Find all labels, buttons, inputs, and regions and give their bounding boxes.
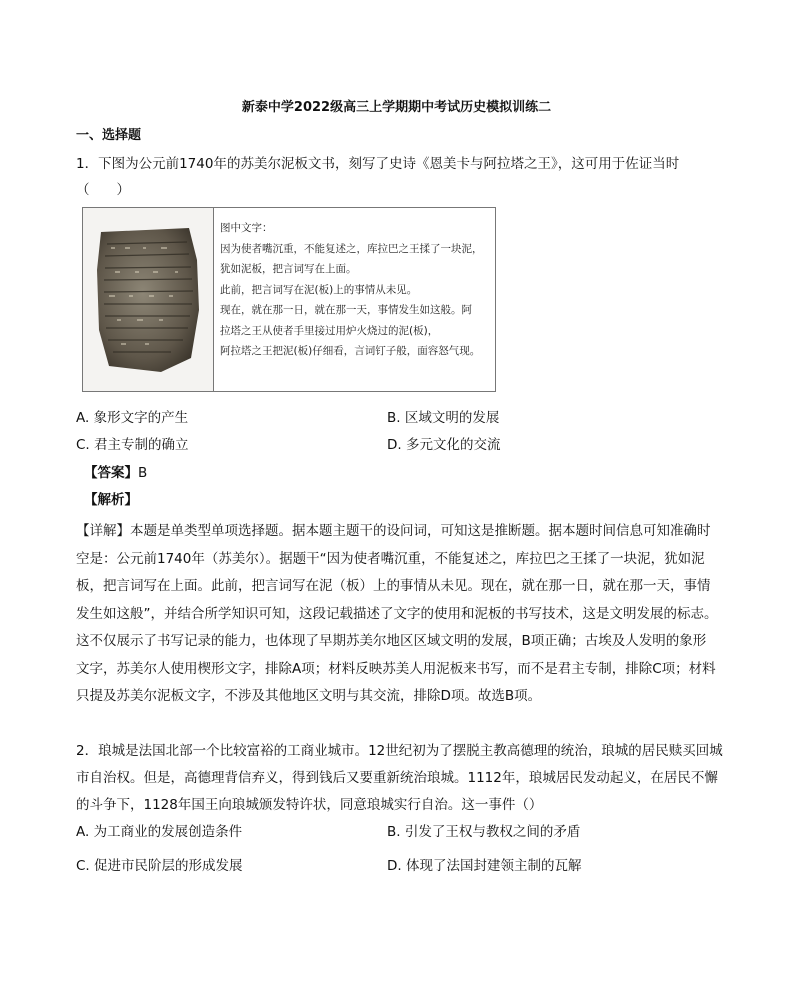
document-title: 新泰中学2022级高三上学期期中考试历史模拟训练二	[241, 100, 552, 115]
figure-line: 阿拉塔之王把泥(板)仔细看，言词钉子般，面容怒气现。	[220, 345, 481, 357]
figure-line: 此前，把言词写在泥(板)上的事情从未见。	[220, 283, 418, 296]
figure-line: 图中文字：	[220, 222, 273, 234]
analysis-line	[84, 488, 138, 508]
answer-line	[84, 461, 147, 481]
question-1-stem: 1．下图为公元前1740年的苏美尔泥板文书，刻写了史诗《恩美卡与阿拉塔之王》，这可用于佐证当时（ ）	[76, 156, 680, 198]
section-heading: 一、选择题	[76, 128, 142, 143]
q1-option-a[interactable]: A. 象形文字的产生	[76, 410, 189, 426]
figure-line: 犹如泥板，把言词写在上面。	[220, 263, 357, 275]
figure-line: 拉塔之王从使者手里接过用炉火烧过的泥(板)，	[220, 324, 439, 337]
clay-tablet-image	[83, 208, 214, 391]
q2-option-a[interactable]: A. 为工商业的发展创造条件	[76, 824, 243, 840]
figure-line: 因为使者嘴沉重，不能复述之，库拉巴之王揉了一块泥，	[220, 242, 483, 255]
q1-option-c[interactable]: C. 君主专制的确立	[76, 437, 189, 453]
q1-option-b[interactable]: B. 区域文明的发展	[387, 410, 500, 426]
q2-option-c[interactable]: C. 促进市民阶层的形成发展	[76, 858, 243, 874]
answer-label: 【答案】	[84, 465, 138, 481]
question-2-stem: 2．琅城是法国北部一个比较富裕的工商业城市。12世纪初为了摆脱主教高德理的统治，琅城的居民赎买回城市自治权。但是，高德理背信弃义，得到钱后又要重新统治琅城。1112年，琅城居民发动起义，在居民不懈的斗争下，1128年国王向琅城颁发特许状，同意琅城实行自治。这一事件（）	[76, 743, 723, 813]
explanation-paragraph: 【详解】本题是单类型单项选择题。据本题主题干的设问词，可知这是推断题。据本题时间信息可知准确时空是：公元前1740年（苏美尔）。据题干“因为使者嘴沉重，不能复述之，库拉巴之王揉了一块泥，犹如泥板，把言词写在上面。此前，把言词写在泥（板）上的事情从未见。现在，就在那一日，就在那一天，事情发生如这般”，并结合所学知识可知，这段记载描述了文字的使用和泥板的书写技术，这是文明发展的标志。这不仅展示了书写记录的能力，也体现了早期苏美尔地区区域文明的发展，B项正确；古埃及人发明的象形文字，苏美尔人使用楔形文字，排除A项；材料反映苏美人用泥板来书写，而不是君主专制，排除C项；材料只提及苏美尔泥板文字，不涉及其他地区文明与其交流，排除D项。故选B项。	[76, 523, 718, 704]
analysis-label: 【解析】	[84, 492, 138, 508]
q2-option-b[interactable]: B. 引发了王权与教权之间的矛盾	[387, 824, 581, 840]
figure-caption-text	[214, 208, 495, 391]
figure-line: 现在，就在那一日，就在那一天，事情发生如这般。阿	[220, 304, 472, 316]
clay-tablet-figure	[82, 207, 496, 392]
answer-value: B	[138, 465, 148, 481]
q1-option-d[interactable]: D. 多元文化的交流	[387, 437, 501, 453]
q2-option-d[interactable]: D. 体现了法国封建领主制的瓦解	[387, 858, 582, 874]
